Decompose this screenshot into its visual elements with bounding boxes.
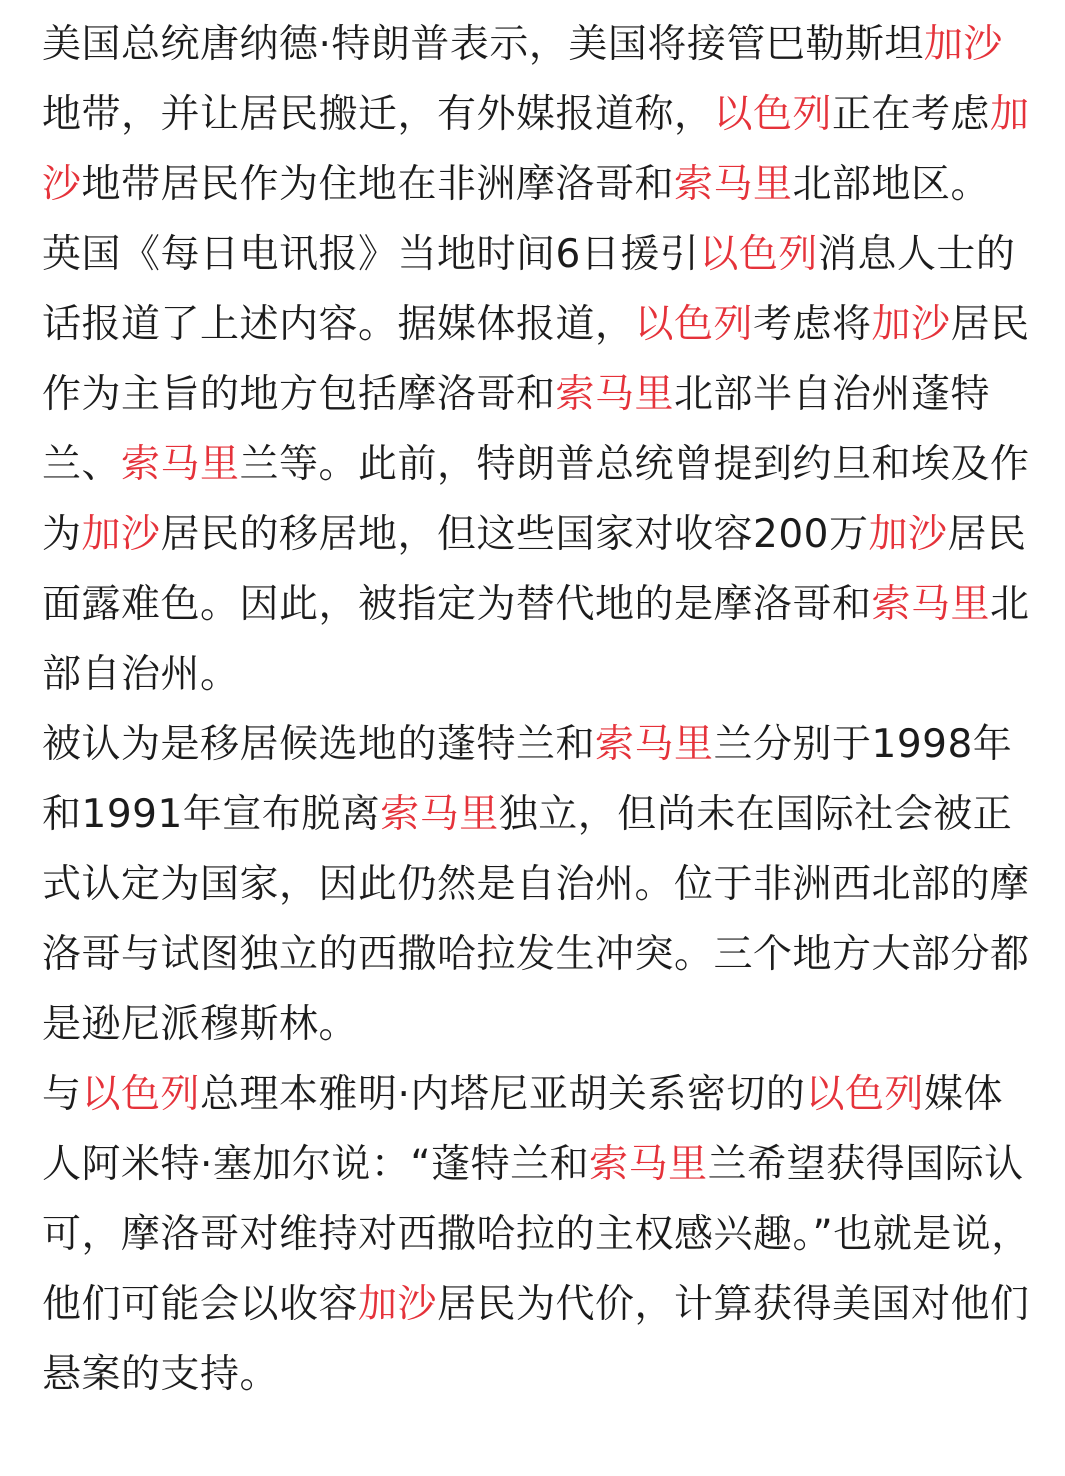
text-segment: 居民的移居地，但这些国家对收容200万 bbox=[160, 512, 869, 557]
text-segment: 总理本雅明·内塔尼亚胡关系密切的 bbox=[200, 1072, 806, 1117]
highlighted-keyword: 索马里 bbox=[674, 162, 793, 207]
highlighted-keyword: 以色列 bbox=[81, 1072, 201, 1117]
text-segment: 北部地区。 bbox=[792, 162, 991, 207]
text-segment: 英国《每日电讯报》当地时间6日援引 bbox=[42, 232, 700, 277]
highlighted-keyword: 以色列 bbox=[713, 92, 833, 137]
highlighted-keyword: 加沙 bbox=[923, 22, 1003, 67]
highlighted-keyword: 以色列 bbox=[634, 302, 754, 347]
highlighted-keyword: 加沙 bbox=[42, 92, 1030, 207]
highlighted-keyword: 加沙 bbox=[81, 512, 161, 557]
text-segment: 地带，并让居民搬迁，有外媒报道称， bbox=[42, 92, 714, 137]
text-segment: 兰希望获得国际认可，摩洛哥对维持对西撒哈拉的主权感兴趣。”也就是说，他们可能会以收容 bbox=[42, 1142, 1031, 1327]
highlighted-keyword: 以色列 bbox=[699, 232, 818, 277]
text-segment: 考虑将 bbox=[753, 302, 872, 347]
text-segment: 与 bbox=[42, 1072, 82, 1117]
paragraph-4 bbox=[42, 1060, 1042, 1410]
text-segment: 兰等。此前，特朗普总统曾提到约旦和埃及作为 bbox=[42, 442, 1030, 557]
text-segment: 被认为是移居候选地的蓬特兰和 bbox=[42, 722, 596, 767]
paragraph-2 bbox=[42, 220, 1042, 710]
paragraph-1 bbox=[42, 10, 1042, 220]
text-segment: 居民作为主旨的地方包括摩洛哥和 bbox=[42, 302, 1030, 417]
text-segment: 地带居民作为住地在非洲摩洛哥和 bbox=[81, 162, 675, 207]
highlighted-keyword: 索马里 bbox=[380, 792, 499, 837]
text-segment: 北部半自治州蓬特兰、 bbox=[42, 372, 991, 487]
text-segment: 独立，但尚未在国际社会被正式认定为国家，因此仍然是自治州。位于非洲西北部的摩洛哥与试图独立的西撒哈拉发生冲突。三个地方大部分都是逊尼派穆斯林。 bbox=[42, 792, 1030, 1047]
highlighted-keyword: 索马里 bbox=[555, 372, 675, 417]
text-segment: 兰分别于1998年和1991年宣布脱离 bbox=[42, 722, 1013, 837]
highlighted-keyword: 索马里 bbox=[595, 722, 714, 767]
text-segment: 正在考虑 bbox=[832, 92, 991, 137]
text-segment: 媒体人阿米特·塞加尔说：“蓬特兰和 bbox=[42, 1072, 1003, 1187]
highlighted-keyword: 加沙 bbox=[871, 302, 951, 347]
text-segment: 美国总统唐纳德·特朗普表示，美国将接管巴勒斯坦 bbox=[42, 22, 924, 67]
paragraph-3 bbox=[42, 710, 1042, 1060]
text-segment: 居民为代价，计算获得美国对他们悬案的支持。 bbox=[42, 1282, 1030, 1397]
highlighted-keyword: 加沙 bbox=[358, 1282, 438, 1327]
highlighted-keyword: 索马里 bbox=[871, 582, 991, 627]
highlighted-keyword: 索马里 bbox=[589, 1142, 708, 1187]
highlighted-keyword: 加沙 bbox=[868, 512, 948, 557]
highlighted-keyword: 以色列 bbox=[805, 1072, 924, 1117]
text-segment: 消息人士的话报道了上述内容。据媒体报道， bbox=[42, 232, 1016, 347]
article-body bbox=[42, 10, 1042, 1410]
text-segment: 北部自治州。 bbox=[42, 582, 1030, 697]
highlighted-keyword: 索马里 bbox=[121, 442, 240, 487]
text-segment: 居民面露难色。因此，被指定为替代地的是摩洛哥和 bbox=[42, 512, 1027, 627]
